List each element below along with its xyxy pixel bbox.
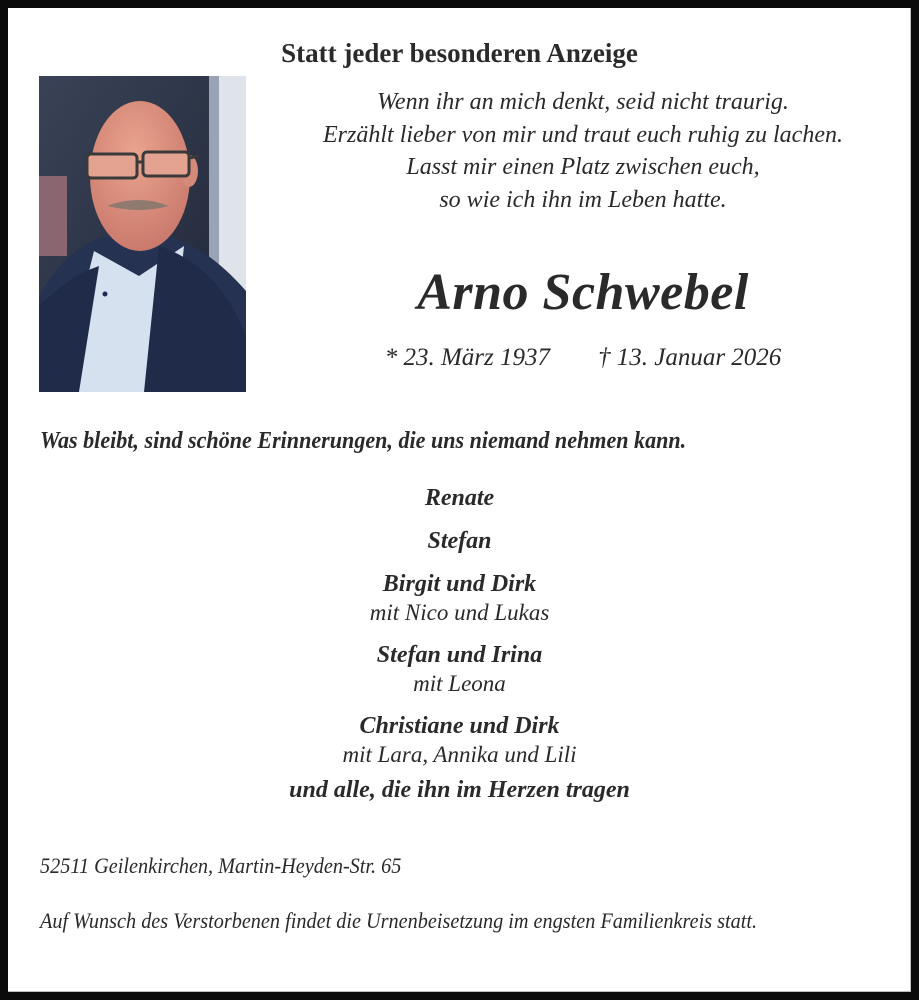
poem-line: so wie ich ihn im Leben hatte.: [439, 186, 727, 213]
poem: [273, 86, 893, 216]
address: 52511 Geilenkirchen, Martin-Heyden-Str. 65: [40, 853, 402, 878]
portrait-image: [39, 76, 246, 392]
mourners-closing: und alle, die ihn im Herzen tragen: [289, 777, 630, 803]
life-dates: [273, 344, 893, 372]
mourner-name: Renate: [424, 485, 495, 511]
memorial-quote: Was bleibt, sind schöne Erinnerungen, die uns niemand nehmen kann.: [40, 428, 687, 454]
mourner-name: Birgit und Dirk: [382, 571, 537, 597]
deceased-name: Arno Schwebel: [417, 264, 749, 321]
burial-note: Auf Wunsch des Verstorbenen findet die Urnenbeisetzung im engsten Familienkreis statt.: [40, 908, 758, 933]
mourner-name: Christiane und Dirk: [359, 713, 560, 739]
poem-line: Wenn ihr an mich denkt, seid nicht traurig.: [377, 89, 789, 115]
mourner-children: mit Lara, Annika und Lili: [342, 742, 577, 767]
poem-line: Lasst mir einen Platz zwischen euch,: [406, 154, 760, 180]
notice-header: Statt jeder besonderen Anzeige: [281, 38, 638, 68]
mourner-name: Stefan: [427, 528, 492, 554]
portrait-photo: [39, 76, 246, 392]
mourners-list: [8, 483, 911, 805]
birth-date: * 23. März 1937: [384, 344, 550, 371]
mourner-name: Stefan und Irina: [376, 642, 543, 668]
poem-line: Erzählt lieber von mir und traut euch ruhig zu lachen.: [323, 121, 843, 148]
mourner-children: mit Leona: [413, 671, 506, 696]
obituary-notice: [8, 8, 911, 992]
mourner-children: mit Nico und Lukas: [369, 600, 550, 625]
death-date: † 13. Januar 2026: [597, 344, 782, 371]
